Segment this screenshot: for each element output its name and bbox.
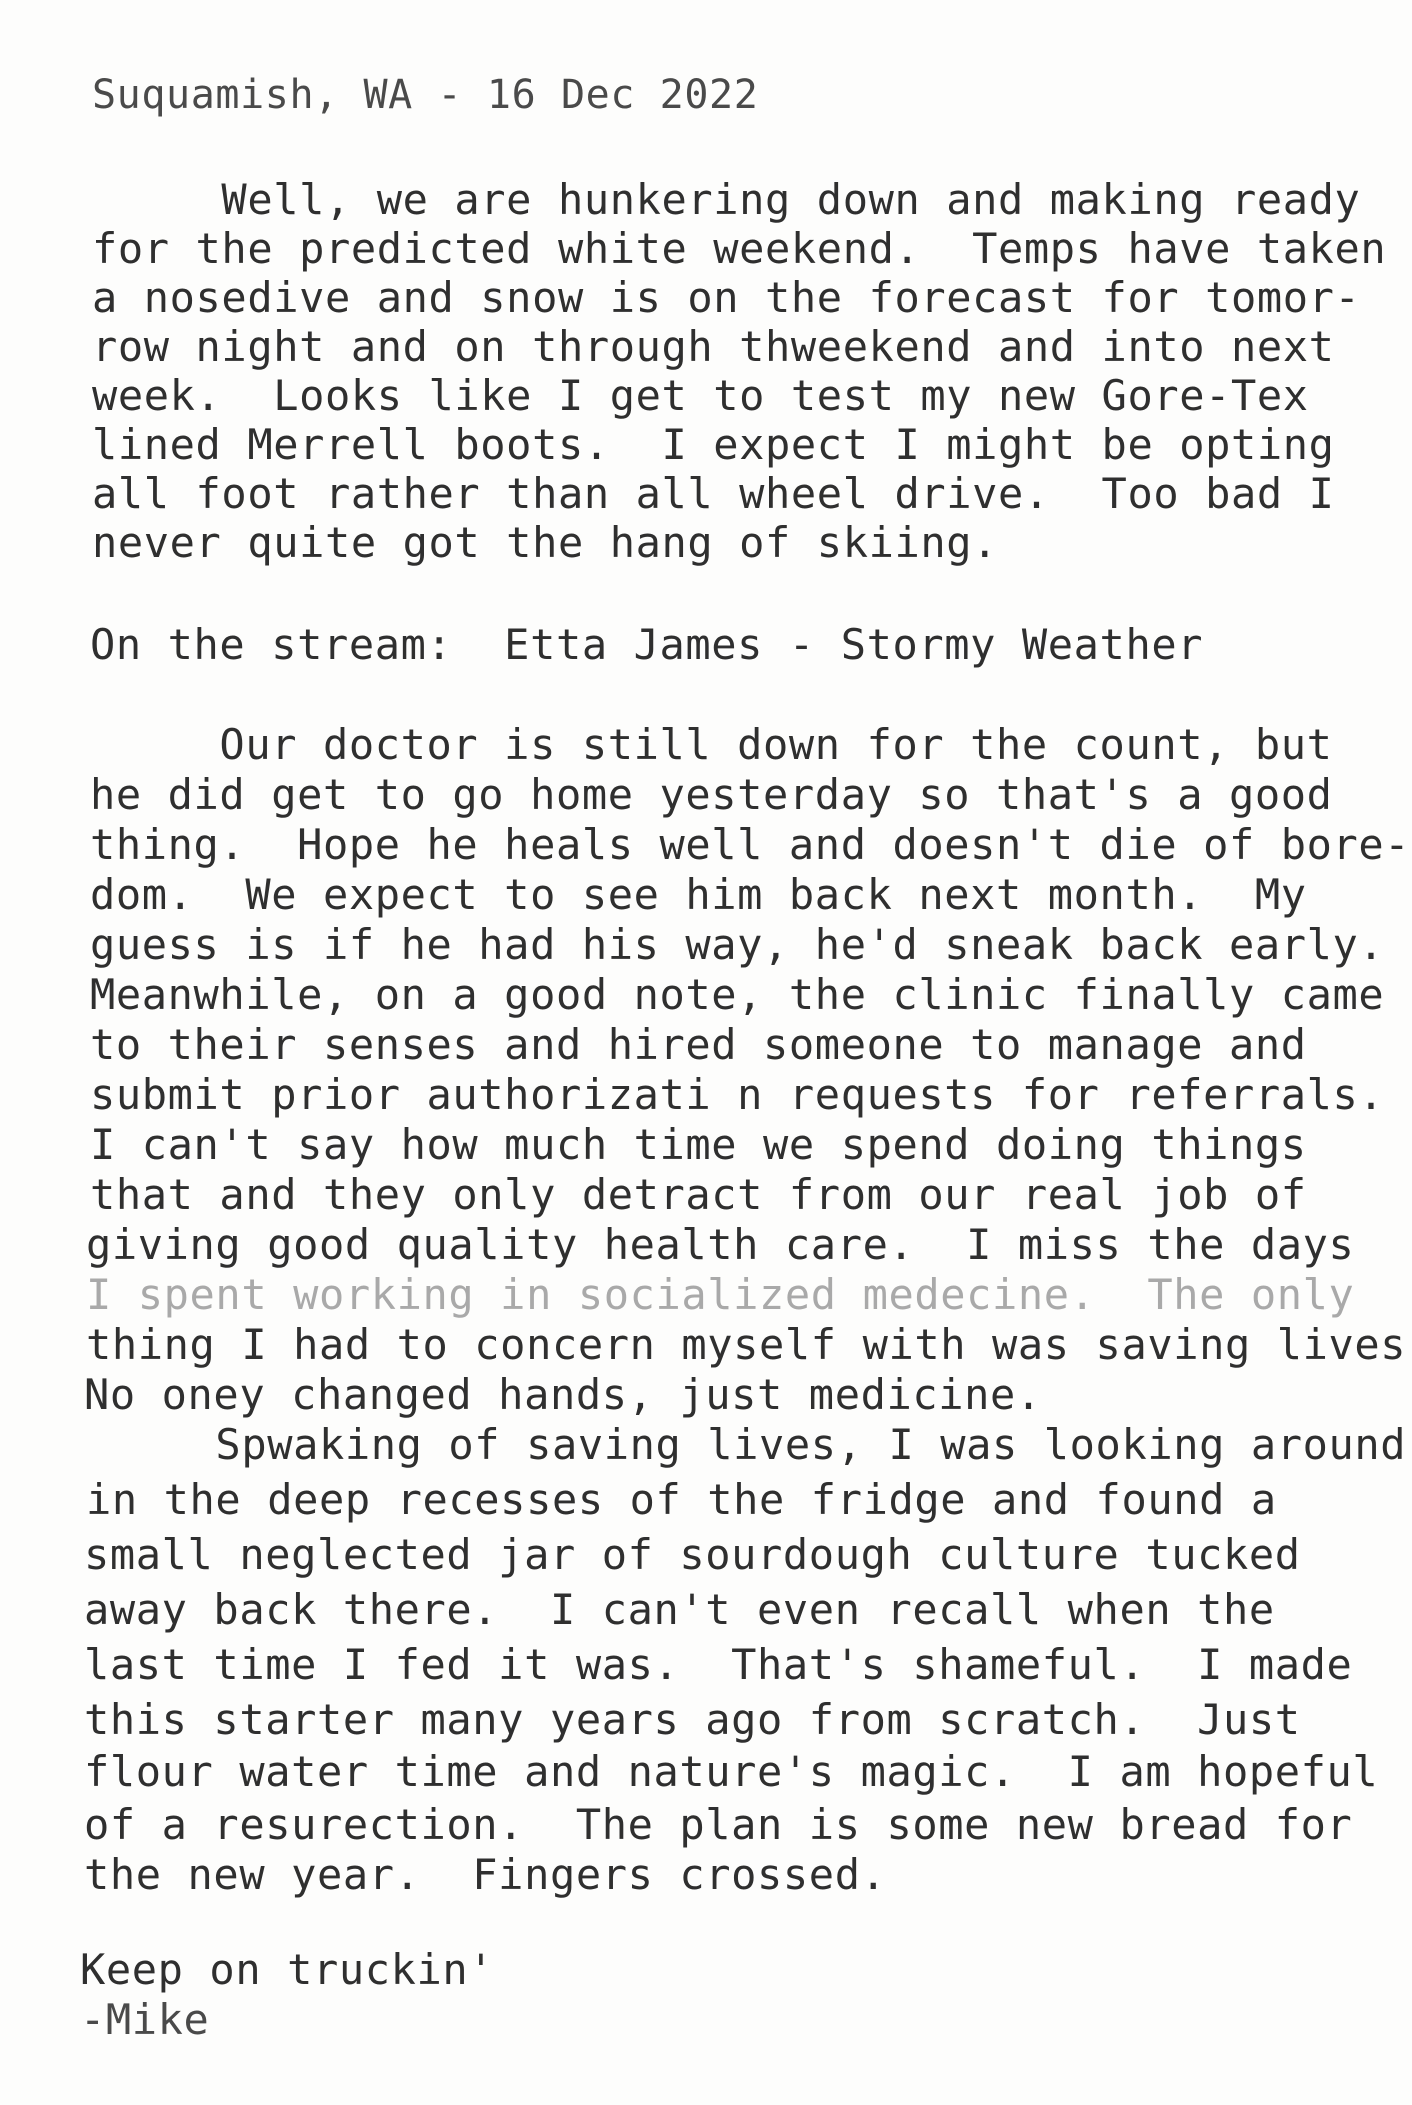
letter-line: this starter many years ago from scratch. Just bbox=[84, 1695, 1301, 1744]
letter-line: of a resurection. The plan is some new bread for bbox=[84, 1800, 1353, 1849]
letter-line: for the predicted white weekend. Temps have taken bbox=[92, 224, 1387, 273]
letter-line: row night and on through thweekend and into next bbox=[92, 322, 1335, 371]
letter-line: giving good quality health care. I miss the days bbox=[86, 1220, 1355, 1269]
letter-line: flour water time and nature's magic. I am hopeful bbox=[84, 1747, 1379, 1796]
letter-line: the new year. Fingers crossed. bbox=[84, 1850, 887, 1899]
letter-line: Spwaking of saving lives, I was looking around bbox=[86, 1420, 1407, 1469]
stream-line: On the stream: Etta James - Stormy Weather bbox=[90, 620, 1204, 669]
letter-line: small neglected jar of sourdough culture tucked bbox=[84, 1530, 1301, 1579]
letter-line: I can't say how much time we spend doing things bbox=[90, 1120, 1307, 1169]
letter-line: he did get to go home yesterday so that's a good bbox=[90, 770, 1333, 819]
letter-line: No oney changed hands, just medicine. bbox=[84, 1370, 1042, 1419]
letter-line: that and they only detract from our real job of bbox=[90, 1170, 1307, 1219]
letter-line: never quite got the hang of skiing. bbox=[92, 518, 999, 567]
closing: Keep on truckin' bbox=[80, 1945, 495, 1994]
letter-line: Well, we are hunkering down and making ready bbox=[92, 175, 1361, 224]
letter-line: submit prior authorizati n requests for referrals. bbox=[90, 1070, 1385, 1119]
letter-line: dom. We expect to see him back next month. My bbox=[90, 870, 1307, 919]
letter-line: last time I fed it was. That's shameful. I made bbox=[84, 1640, 1353, 1689]
letter-line: all foot rather than all wheel drive. Too bad I bbox=[92, 469, 1335, 518]
letter-line: Our doctor is still down for the count, but bbox=[90, 720, 1333, 769]
letter-line: away back there. I can't even recall when the bbox=[84, 1585, 1275, 1634]
dateline: Suquamish, WA - 16 Dec 2022 bbox=[92, 72, 759, 118]
letter-line: week. Looks like I get to test my new Gore-Tex bbox=[92, 371, 1309, 420]
letter-line: in the deep recesses of the fridge and found a bbox=[86, 1475, 1277, 1524]
letter-line: a nosedive and snow is on the forecast for tomor- bbox=[92, 273, 1361, 322]
letter-line: guess is if he had his way, he'd sneak back early. bbox=[90, 920, 1385, 969]
letter-line: to their senses and hired someone to manage and bbox=[90, 1020, 1307, 1069]
signature: -Mike bbox=[80, 1995, 210, 2044]
letter-line: I spent working in socialized medecine. The only bbox=[86, 1270, 1355, 1319]
letter-line: thing I had to concern myself with was saving lives bbox=[86, 1320, 1407, 1369]
letter-line: lined Merrell boots. I expect I might be opting bbox=[92, 420, 1335, 469]
letter-line: Meanwhile, on a good note, the clinic finally came bbox=[90, 970, 1385, 1019]
letter-line: thing. Hope he heals well and doesn't die of bore- bbox=[90, 820, 1411, 869]
